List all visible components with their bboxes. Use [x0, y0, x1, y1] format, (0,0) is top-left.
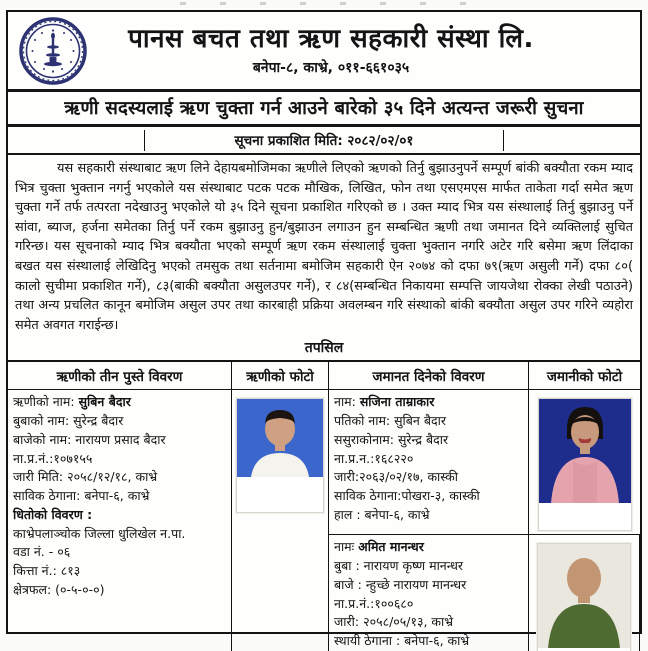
detail-line: ना.प्र.नं.:१०७१५५: [13, 450, 93, 466]
detail-line: ससुराकोनाम: सुरेन्द्र बैदार: [334, 431, 449, 447]
cooperative-seal-icon: [16, 17, 90, 85]
detail-line: नाम: सजिना ताम्राकार: [334, 394, 435, 410]
detail-line: बाजे : न्हुच्छे नारायण मानन्धर: [334, 576, 467, 592]
detail-line: साविक ठेगाना: बनेपा-६, काभ्रे: [13, 488, 150, 504]
panas-lamp-glyph: [44, 33, 62, 66]
org-address: बनेपा-८, काभ्रे, ०११-६६१०३५: [252, 59, 410, 76]
document-header: [8, 12, 640, 92]
detail-line: हाल : बनेपा-६, काभ्रे: [334, 506, 430, 522]
guarantor2-details-cell: [329, 535, 529, 651]
col-header-guarantor-details: जमानत दिनेको विवरण: [329, 362, 529, 390]
detail-line: पतिको नाम: सुबिन बैदार: [334, 413, 446, 429]
guarantor2-photo-cell: [529, 535, 640, 651]
detail-line: नामः अमित मानन्धर: [334, 539, 424, 555]
detail-line: जारी: २०५८/०५/१३, काभ्रे: [334, 614, 454, 630]
notice-body-paragraph: यस सहकारी संस्थाबाट ऋण लिने देहायबमोजिमका ऋणीले लिएको ऋणको तिर्नु बुझाउनुपर्ने सम्पूर्ण बांकी बक्यौता रकम म्याद भित्र चुक्ता भुक्तान नगर्नु भएकोले यस संस्थाबाट पटक पटक मौखिक, लिखित, फोन तथा एसएमएस मार्फत ताकेता गर्दा समेत ऋण चुक्ता गर्ने तर्फ तत्परता नदेखाउनु भएकोले यो ३५ दिने सूचना प्रकाशित गरिएको छ । उक्त म्याद भित्र यस संस्थालाई तिर्नु बुझाउनु पर्ने सांवा, ब्याज, हर्जना समेतका तिर्नु पर्ने रकम बुझाउनु हुन/बुझाउन लगाउन हुन सम्बन्धित ऋणी तथा जमानत दिने व्यक्तिलाई सुचित गरिन्छ। यस सूचनाको म्याद भित्र बक्यौता भएको सम्पूर्ण ऋण रकम संस्थालाई चुक्ता भुक्तान नगरि अटेर गरि बसेमा ऋण लिंदाका बखत यस संस्थालाई लेखिदिनु भएको तमसुक तथा सर्तनामा बमोजिम सहकारी ऐन २०७४ को दफा ७९(ऋण असुली गर्ने) दफा ८०( कालो सुचीमा प्रकाशित गर्ने), ८३(बाकी बक्यौता असुलउपर गर्ने), र ८४(सम्बन्धित निकायमा सम्पत्ति जायजेथा रोक्का लेखी पठाउने) तथा अन्य प्रचलित कानून बमोजिम असुल उपर तथा कारबाही प्रक्रिया अवलम्बन गरि संस्थाको बांकी बक्यौता असुल उपर गरिने व्यहोरा समेत अवगत गराईन्छ।: [15, 161, 633, 333]
col-header-guarantor-photo: जमानीको फोटो: [529, 362, 640, 390]
guarantor1-details-cell: [329, 390, 529, 535]
guarantor2-photo: [537, 543, 631, 651]
published-date: सूचना प्रकाशित मिति: २०८२/०२/०१: [144, 130, 505, 151]
borrower-detail-table: [8, 360, 640, 651]
detail-line: स्थायी ठेगाना : बनेपा-६, काभ्रे: [334, 633, 470, 649]
tapasil-heading: तपसिल: [304, 340, 344, 357]
borrower-photo-cell: [232, 390, 329, 651]
detail-line: ना.प्र.नं.:१००६८०: [334, 595, 414, 611]
detail-line: बाजेको नाम: नारायण प्रसाद बैदार: [13, 431, 166, 447]
detail-line: धितोको विवरण :: [13, 506, 93, 522]
detail-line: जारी:२०६३/०२/१७, कास्की: [334, 469, 458, 485]
detail-line: साविक ठेगाना:पोखरा-३, कास्की: [334, 488, 480, 504]
col-header-borrower-details: ऋणीको तीन पुस्ते विवरण: [8, 362, 232, 390]
col-header-borrower-photo: ऋणीको फोटो: [232, 362, 329, 390]
borrower-details-cell: [8, 390, 232, 651]
detail-line: बुबा : नारायण कृष्ण मानन्धर: [334, 558, 464, 574]
notice-document: [6, 10, 642, 649]
detail-line: ना.प्र.न.:१६८२२०: [334, 450, 414, 466]
org-name: पानस बचत तथा ऋण सहकारी संस्था लि.: [128, 24, 534, 55]
detail-line: ऋणीको नाम: सुबिन बैदार: [13, 394, 131, 410]
guarantor1-photo: [538, 398, 632, 531]
detail-line: बुबाको नाम: सुरेन्द्र बैदार: [13, 413, 124, 429]
cropped-print-artifacts: [0, 0, 648, 9]
notice-banner-title: ऋणी सदस्यलाई ऋण चुक्ता गर्न आउने बारेको ३५ दिने अत्यन्त जरूरी सुचना: [8, 92, 640, 127]
guarantor1-photo-cell: [529, 390, 640, 535]
detail-line: कित्ता नं.: ८१३: [13, 563, 81, 579]
detail-line: क्षेत्रफल: (०-५-०-०): [13, 581, 105, 597]
borrower-photo: [236, 398, 324, 513]
detail-line: वडा नं. - ०६: [13, 544, 71, 560]
detail-line: काभ्रेपलाञ्चोक जिल्ला धुलिखेल न.पा.: [13, 525, 186, 541]
detail-line: जारी मिति: २०५८/१२/१८, काभ्रे: [13, 469, 158, 485]
published-date-strip: [8, 127, 640, 155]
